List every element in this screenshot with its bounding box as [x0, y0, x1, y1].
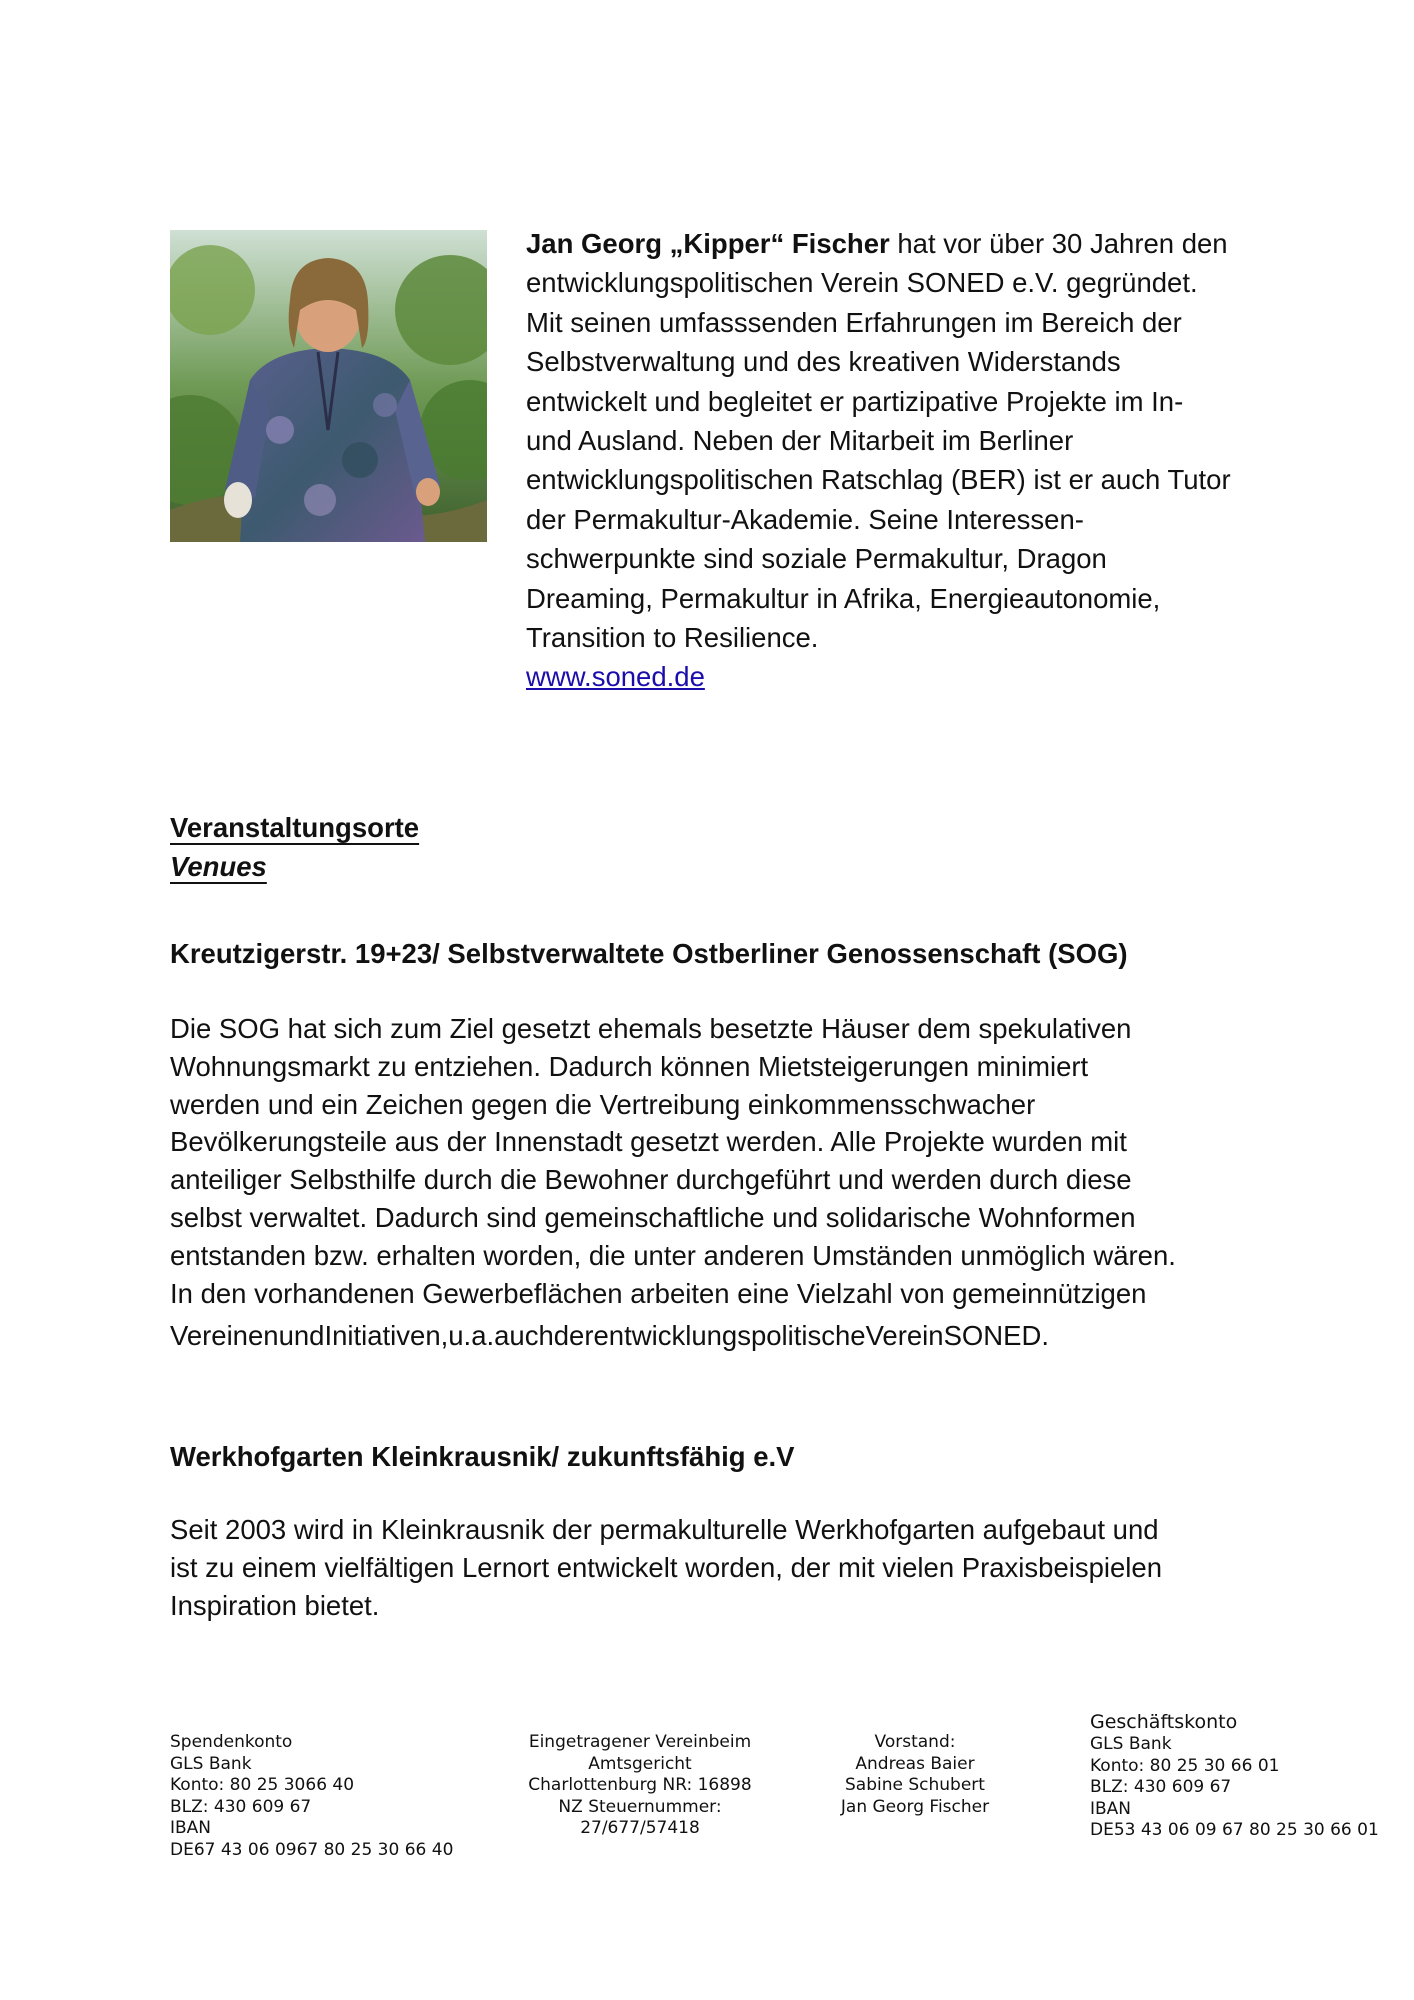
footer-line: IBAN — [170, 1818, 212, 1838]
bio-line: Selbstverwaltung und des kreativen Widerstands — [526, 346, 1121, 378]
portrait-photo — [170, 230, 487, 542]
bio-text — [526, 224, 1286, 697]
bio-line: hat vor über 30 Jahren den — [889, 228, 1228, 259]
sog-line: anteiliger Selbsthilfe durch die Bewohner durchgeführt und werden durch diese — [170, 1164, 1132, 1196]
sog-line: Die SOG hat sich zum Ziel gesetzt ehemals besetzte Häuser dem spekulativen — [170, 1013, 1132, 1044]
werkhof-paragraph — [170, 1511, 1290, 1624]
footer-line: Andreas Baier — [855, 1753, 975, 1774]
footer-line: Geschäftskonto — [1090, 1711, 1238, 1733]
bio-line: schwerpunkte sind soziale Permakultur, Dragon — [526, 543, 1107, 575]
sog-paragraph — [170, 1010, 1290, 1355]
bio-line: entwicklungspolitischen Verein SONED e.V. gegründet. — [526, 267, 1198, 299]
sog-line: selbst verwaltet. Dadurch sind gemeinschaftliche und solidarische Wohnformen — [170, 1201, 1136, 1233]
footer-line: Eingetragener Vereinbeim — [528, 1732, 752, 1752]
venues-heading-en: Venues — [170, 851, 267, 882]
sog-heading: Kreutzigerstr. 19+23/ Selbstverwaltete Ostberliner Genossenschaft (SOG) — [170, 938, 1128, 969]
bio-name: Jan Georg „Kipper“ Fischer — [526, 228, 890, 259]
sog-line: Wohnungsmarkt zu entziehen. Dadurch können Mietsteigerungen minimiert — [170, 1050, 1089, 1082]
footer-line: GLS Bank — [1090, 1734, 1172, 1754]
sog-line: In den vorhandenen Gewerbeflächen arbeiten eine Vielzahl von gemeinnützigen — [170, 1277, 1147, 1309]
footer-line: 27/677/57418 — [580, 1818, 700, 1838]
bio-line: Mit seinen umfasssenden Erfahrungen im Bereich der — [526, 306, 1182, 338]
footer-vorstand — [815, 1732, 1015, 1818]
footer-line: NZ Steuernummer: — [558, 1796, 722, 1817]
sog-line: entstanden bzw. erhalten worden, die unter anderen Umständen unmöglich wären. — [170, 1239, 1176, 1271]
footer-line: Sabine Schubert — [845, 1775, 985, 1795]
bio-line: Dreaming, Permakultur in Afrika, Energieautonomie, — [526, 582, 1161, 614]
footer-verein — [510, 1732, 770, 1840]
footer-geschaeftskonto — [1090, 1710, 1379, 1842]
footer-line: Spendenkonto — [170, 1732, 293, 1752]
footer-line: BLZ: 430 609 67 — [1090, 1777, 1232, 1797]
footer-line: Konto: 80 25 3066 40 — [170, 1775, 355, 1795]
sog-line: Bevölkerungsteile aus der Innenstadt gesetzt werden. Alle Projekte wurden mit — [170, 1126, 1127, 1158]
footer-line: GLS Bank — [170, 1753, 252, 1774]
footer-line: BLZ: 430 609 67 — [170, 1796, 312, 1817]
werkhof-heading: Werkhofgarten Kleinkrausnik/ zukunftsfähig e.V — [170, 1441, 795, 1472]
werkhof-line: Seit 2003 wird in Kleinkrausnik der permakulturelle Werkhofgarten aufgebaut und — [170, 1514, 1159, 1545]
footer-line: Jan Georg Fischer — [840, 1796, 990, 1817]
bio-line: der Permakultur-Akademie. Seine Interessen- — [526, 503, 1084, 535]
bio-line: entwickelt und begleitet er partizipative Projekte im In- — [526, 385, 1184, 417]
bio-line: und Ausland. Neben der Mitarbeit im Berliner — [526, 425, 1074, 457]
bio-line: Transition to Resilience. — [526, 622, 819, 654]
footer-line: Vorstand: — [874, 1732, 956, 1752]
venues-heading: Veranstaltungsorte — [170, 812, 420, 843]
footer-line: Konto: 80 25 30 66 01 — [1090, 1755, 1280, 1776]
footer-spendenkonto — [170, 1732, 453, 1861]
bio-line: entwicklungspolitischen Ratschlag (BER) ist er auch Tutor — [526, 464, 1231, 496]
footer-line: DE53 43 06 09 67 80 25 30 66 01 — [1090, 1820, 1379, 1840]
footer-line: Amtsgericht — [588, 1753, 692, 1774]
soned-link[interactable]: www.soned.de — [526, 661, 705, 693]
sog-line: werden und ein Zeichen gegen die Vertreibung einkommensschwacher — [170, 1088, 1036, 1120]
footer-line: IBAN — [1090, 1798, 1132, 1819]
sog-line: VereinenundInitiativen,u.a.auchderentwicklungspolitischeVereinSONED. — [170, 1320, 1050, 1352]
werkhof-line: ist zu einem vielfältigen Lernort entwickelt worden, der mit vielen Praxisbeispielen — [170, 1551, 1163, 1583]
footer-line: DE67 43 06 0967 80 25 30 66 40 — [170, 1839, 454, 1860]
werkhof-line: Inspiration bietet. — [170, 1589, 380, 1621]
footer-line: Charlottenburg NR: 16898 — [528, 1775, 752, 1795]
